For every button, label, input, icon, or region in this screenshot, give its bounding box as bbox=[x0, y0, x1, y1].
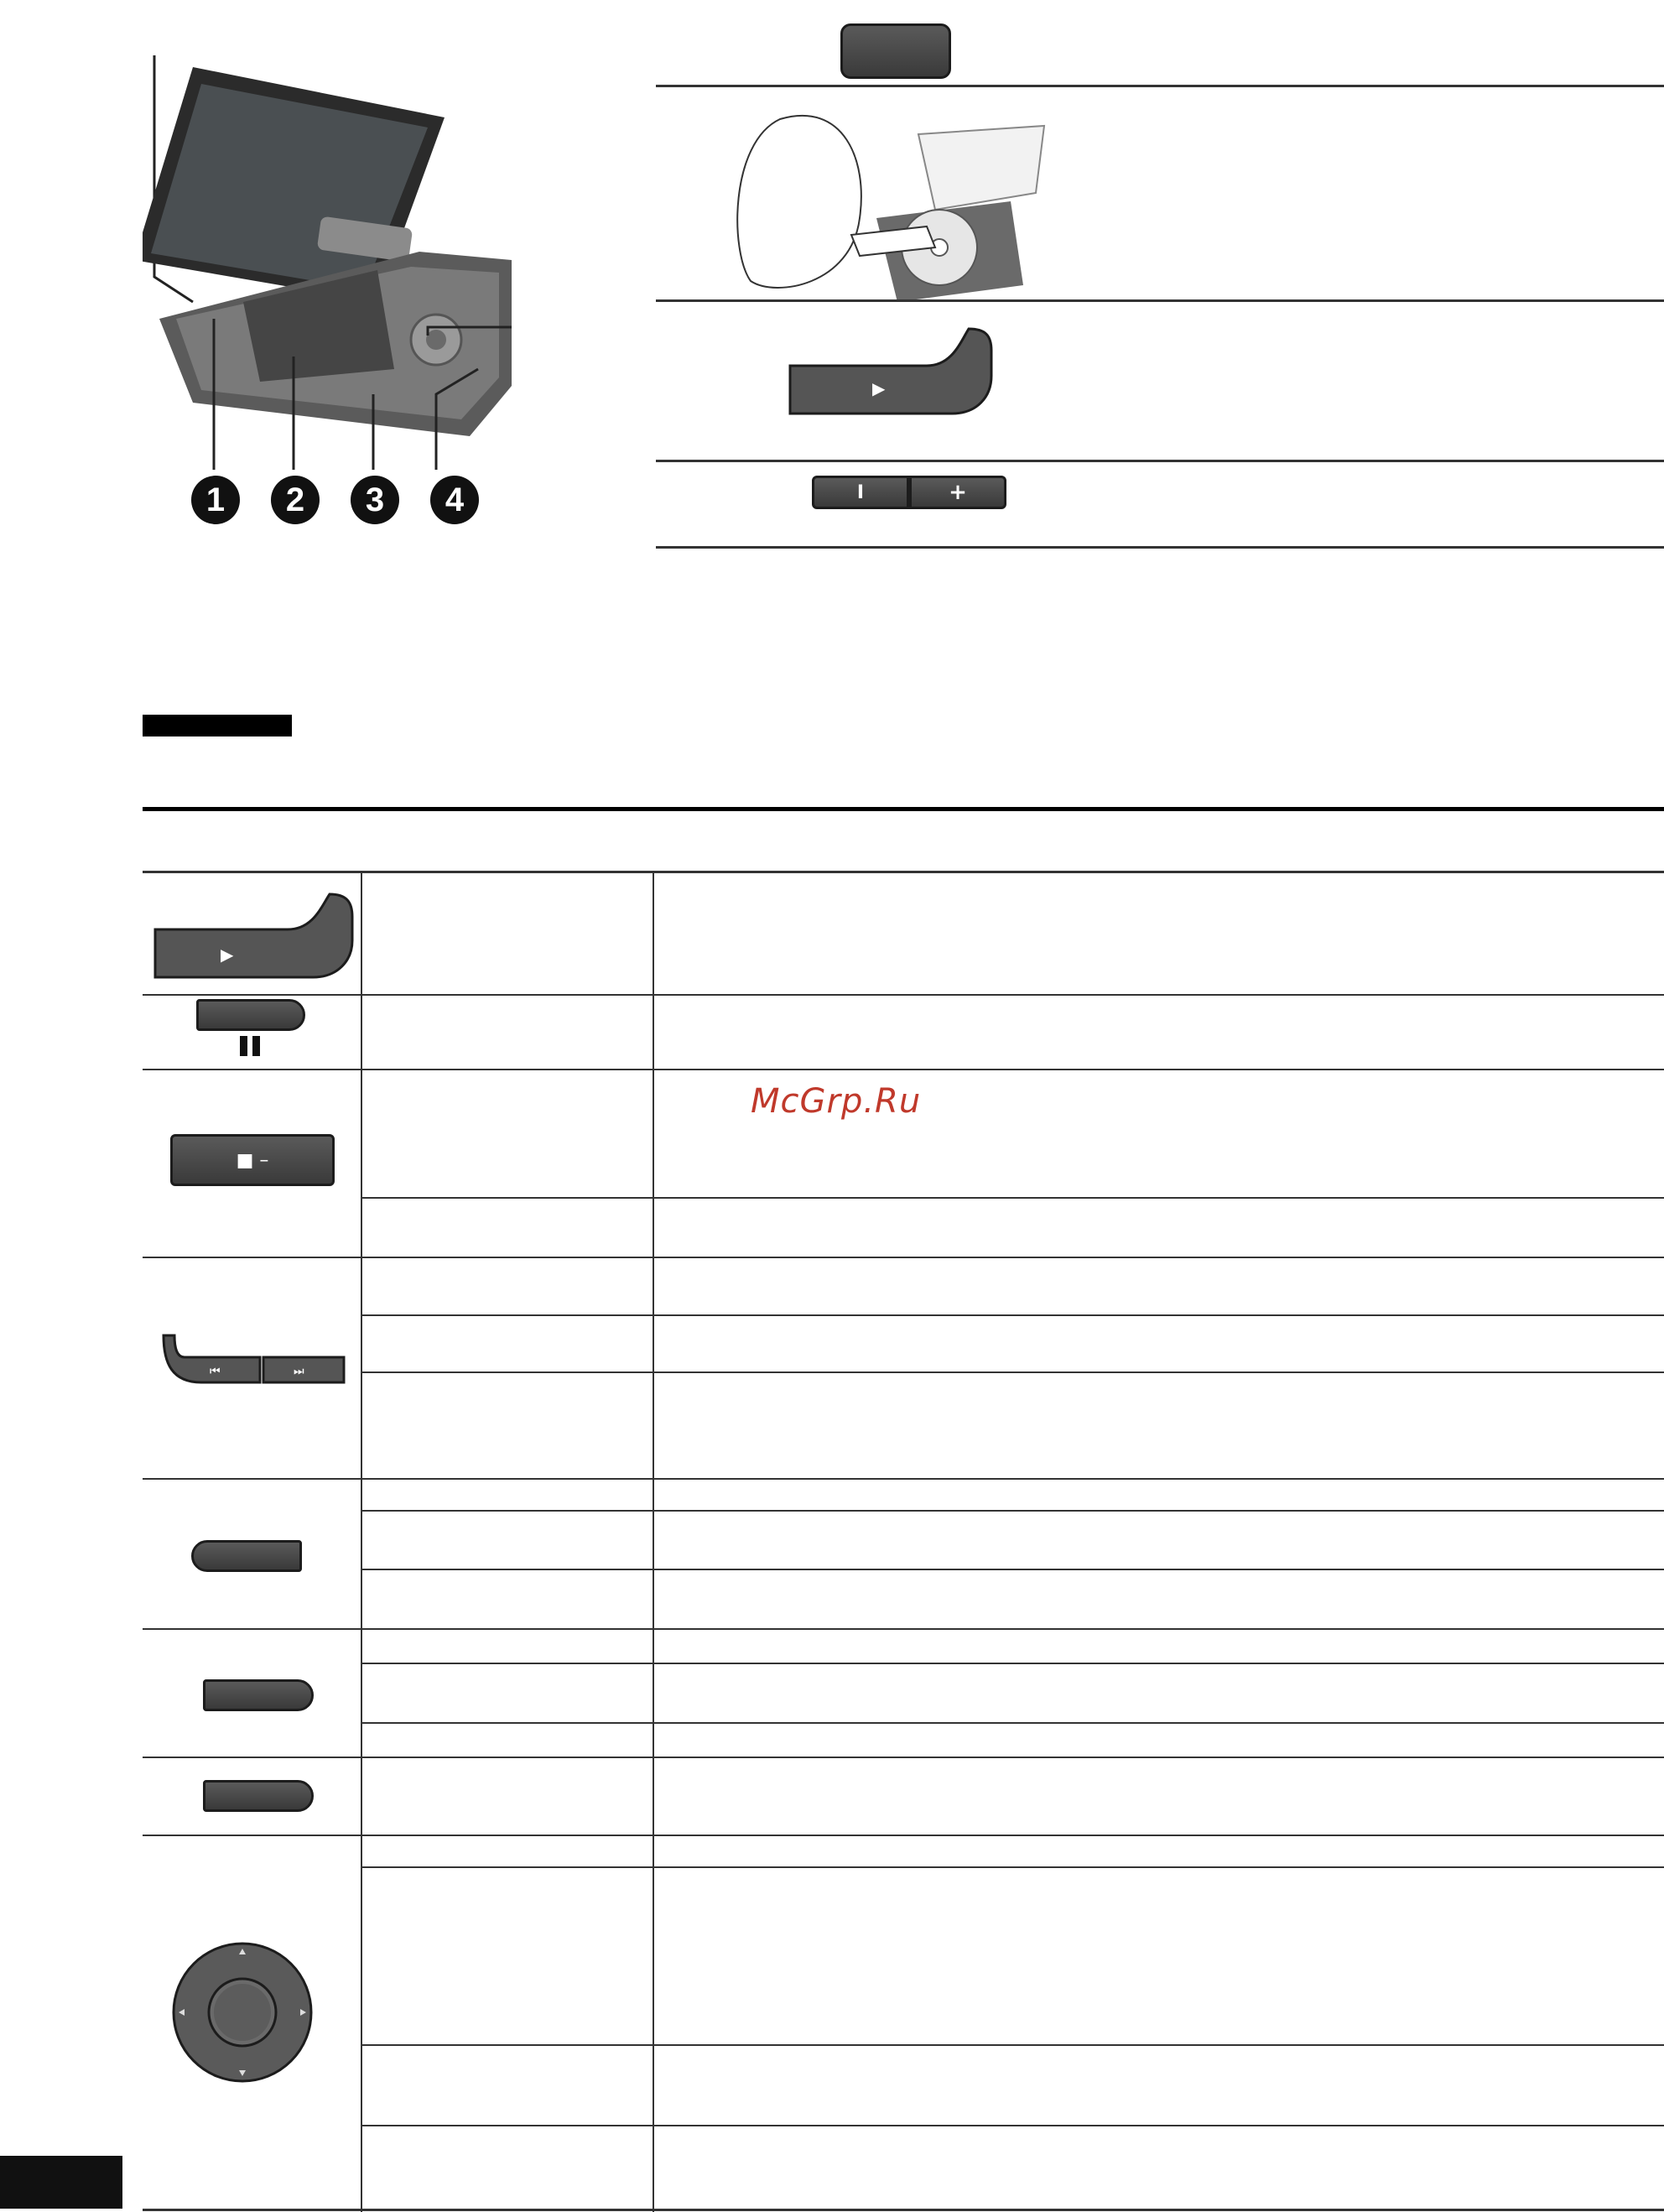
skip-buttons[interactable] bbox=[159, 1334, 348, 1386]
table-row bbox=[143, 1757, 1664, 1758]
callout-2: 2 bbox=[271, 476, 320, 524]
pause-icon bbox=[237, 1034, 264, 1058]
navigation-pad[interactable] bbox=[170, 1940, 315, 2084]
step-divider bbox=[656, 299, 1664, 302]
table-subrow bbox=[362, 1197, 1664, 1199]
table-subrow bbox=[362, 1569, 1664, 1570]
table-subrow bbox=[362, 1510, 1664, 1512]
pause-button[interactable] bbox=[196, 999, 305, 1031]
table-subrow bbox=[362, 1314, 1664, 1316]
section-label-bar bbox=[143, 715, 292, 736]
table-col-divider-2 bbox=[653, 872, 654, 2212]
table-row bbox=[143, 1835, 1664, 1836]
function-button-b[interactable] bbox=[203, 1679, 314, 1711]
table-row bbox=[143, 1478, 1664, 1480]
play-icon: ▶ bbox=[221, 945, 234, 965]
callout-3: 3 bbox=[351, 476, 399, 524]
table-play-button[interactable] bbox=[153, 892, 355, 980]
callout-4: 4 bbox=[430, 476, 479, 524]
step-divider bbox=[656, 546, 1664, 549]
play-button[interactable] bbox=[788, 325, 994, 418]
table-subrow bbox=[362, 2044, 1664, 2046]
table-col-divider-1 bbox=[361, 872, 362, 2212]
volume-down-button[interactable]: I bbox=[812, 476, 909, 509]
table-top-rule bbox=[143, 871, 1664, 873]
skip-next-icon: ⏭ bbox=[294, 1365, 304, 1378]
step-divider bbox=[656, 460, 1664, 462]
table-bottom-rule bbox=[143, 2209, 1664, 2211]
table-subrow bbox=[362, 2125, 1664, 2126]
table-row bbox=[143, 1069, 1664, 1070]
function-button-a[interactable] bbox=[191, 1540, 302, 1572]
table-row bbox=[143, 1628, 1664, 1630]
function-button-c[interactable] bbox=[203, 1780, 314, 1812]
callout-1: 1 bbox=[191, 476, 240, 524]
watermark: McGrp.Ru bbox=[751, 1082, 922, 1121]
table-subrow bbox=[362, 1722, 1664, 1724]
section-rule bbox=[143, 807, 1664, 811]
stop-button[interactable]: ■ – bbox=[170, 1134, 335, 1186]
page-tab bbox=[0, 2156, 122, 2209]
table-subrow bbox=[362, 1866, 1664, 1868]
device-illustration bbox=[143, 50, 520, 487]
skip-prev-icon: ⏮ bbox=[210, 1365, 221, 1378]
table-row bbox=[143, 1257, 1664, 1258]
step-divider bbox=[656, 85, 1664, 87]
table-row bbox=[143, 994, 1664, 996]
table-subrow bbox=[362, 1371, 1664, 1373]
volume-up-button[interactable]: + bbox=[909, 476, 1006, 509]
open-button[interactable] bbox=[840, 23, 951, 79]
disc-insert-illustration bbox=[734, 109, 1069, 302]
table-subrow bbox=[362, 1663, 1664, 1664]
play-icon: ▶ bbox=[872, 378, 886, 398]
